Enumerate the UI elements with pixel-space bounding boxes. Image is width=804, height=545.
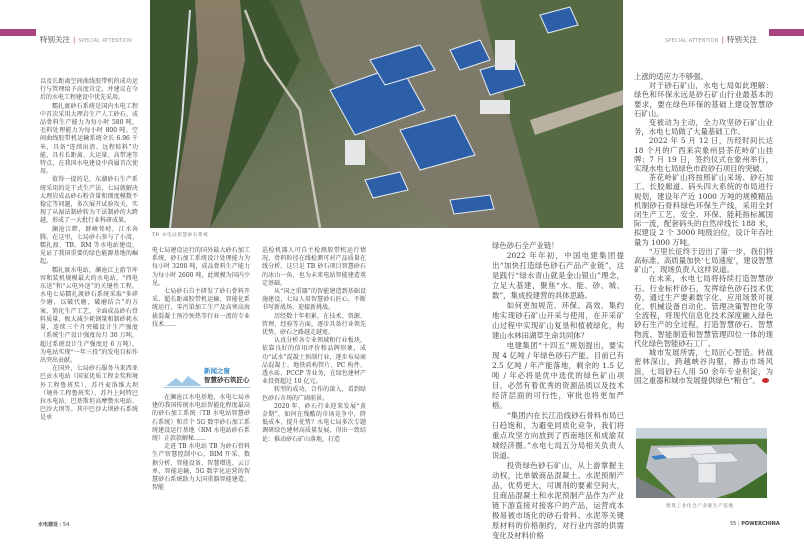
page-number: 55: [730, 521, 737, 527]
paragraph: 2022 年 5 月 12 日，历经时间长达 18 个月的广西来宾象州县茶花岭矿山挂牌；7 月 19 日，签约仪式在象州举行，实现水电七局绿色市政砂石项目的突破。: [634, 136, 773, 174]
paragraph: 如何更加规范、环保、高效、集约地实现砂石矿山开采与使用，在开采矿山过程中实现矿山复垦和植被绿化，构建山水林田湖草生命共同体？: [492, 301, 624, 340]
paragraph: 糯扎渡水电站，澜沧江上游节库容和装机规模最大的水电站，“西电东送”和“云电外送”的关键性工程。水电七局糯扎渡砂石系统采取“多碎少磨，以破代磨，破磨结合”的方案，简化生产工艺，全面成品砂石骨料质量，极大减少耗钢量和制砂耗水量，连续三个月突破设计生产强度（系统生产设计强度每月 30 万吨，超过系统设计生产强度近 6 万吨），为电站实现“一年三投”的发电目标作出突出贡献。: [40, 266, 138, 364]
paragraph: 电建集团“十四五”规划提出，要实现 4 亿吨 / 年绿色砂石产能。目前已有 2.5 亿吨 / 年产能落地，剩余的 1.5 亿吨 / 年必将是优中选优的绿色矿山项目，必然有着优秀的资源品质以及技术经济层面的可行性，审批也将更加严格。: [492, 341, 624, 410]
news-box-underline: [164, 387, 250, 388]
paragraph: 澜沧江畔，群峰耸峙，江水奔腾。在这里，七局砂石参与了小湾、糯扎渡、TB、RM 等水电站建设，见证了我国重要的绿色能源基地的崛起。: [40, 225, 138, 266]
paragraph: “集团内在长江沿线砂石骨料布局已日趋饱和，为避免同质化竞争，我们将重点攻坚方向放到了西南地区和成渝双城经济圈。”水电七局五分局相关负责人说道。: [492, 411, 624, 460]
photo-caption-top: TB 水电站智慧砂石系统: [152, 233, 209, 238]
footer-separator: |: [59, 522, 62, 528]
mountain-icon: [166, 376, 202, 386]
paragraph: 以及长距离空间曲线胶带机的成功运行与管理给予高度肯定，并建议在今后的水电工程建设中优先采用。: [40, 78, 138, 102]
paragraph: 转型的成功，合作的深入，看到绿色砂石市场的广阔前景。: [262, 386, 366, 402]
paragraph: 值得一提的是，东湖砂石生产系统采用的是干式生产法，七局就解决大理岩成品砂石粉含量和细度模数不稳定等问题，多次展开试验攻关，实现了从湿法制砂转为干法制砂的大跨越，形成了一大批行业科研成果。: [40, 176, 138, 225]
section-title-cn: 特别关注: [727, 35, 758, 44]
section-title-en: SPECIAL ATTENTION: [665, 38, 719, 44]
section-title-cn: 特别关注: [40, 35, 70, 44]
paragraph: 电七局建设运行的国外最大砂石加工系统，砂石加工系统设计处理能力为每小时 3200 吨，成品骨料生产能力为每小时 2600 吨，此规模为国内少见。: [152, 247, 250, 287]
left-column-2-top: [152, 247, 250, 329]
right-column-2: [634, 72, 773, 385]
header-separator: |: [721, 36, 725, 44]
factory-photo-graphic: [636, 428, 767, 498]
page-number: 54: [62, 522, 70, 528]
paragraph: 变被动为主动，全力攻坚砂石矿山业务，水电七局做了大量基础工作。: [634, 118, 773, 137]
news-window-box: [164, 364, 250, 388]
paragraph: 糯扎渡砂石系统是国内水电工程中首次采用大理岩生产人工砂石。成品骨料生产能力为每小时 580 吨，毛料处理能力为每小时 800 吨。空间曲线胶带机运输系统全长 6.96 千米，具备“连续出渣、远程转料”功能，具有长距离、大运量、高带速等特点，在我国水电建设中尚属首次使用。: [40, 102, 138, 176]
right-column-1: [492, 241, 624, 541]
accent-bar-right: [769, 29, 804, 36]
section-title-en: SPECIAL ATTENTION: [78, 38, 133, 44]
news-box-title: 智慧砂石筑匠心: [204, 376, 250, 384]
left-column-1: [40, 78, 138, 423]
paragraph: 在未来，水电七局将持续打造智慧砂石、行业标杆砂石，发挥绿色砂石技术优势，通过生产要素数字化、应用场景可视化、机械设备自动化、管理决策智控化等全流程，将现代信息化技术深度融入绿色砂石生产的全过程，打造智慧砂石、智慧物流、智能制造和智慧管理四位一体的现代化绿色智能砂石工厂。: [634, 274, 773, 348]
end-mark-logo-icon: [762, 378, 769, 383]
left-column-3: [262, 247, 366, 444]
header-separator: |: [73, 36, 76, 44]
paragraph: 2020 年，砂石行业迎来发展“黄金期”，如何在残酷的市场竞争中，降低成本，提升优势？水电七局多次专题调研绿色建材高质量发展，得出一致结论：推动砂石矿山落地，打造: [262, 402, 366, 443]
footer-separator: |: [737, 521, 740, 527]
paragraph: 在澜沧江水电基地，水电七局承建的我国传统水电站智能化程度最高的砂石加工系统（TB 水电站智慧砂石系统）和首个 5G 数字砂石加工系统建设运行基地（RM 水电站砂石系统）正款款解秘……: [152, 394, 250, 443]
paragraph-final: [634, 348, 773, 385]
paragraph: 历经数十年积累，在技术、资源、管理、经验等方面，逐步具备行业领先优势，砂石之路越走越宽。: [262, 312, 366, 337]
paragraph: 走进 TB 水电站 TB 为砂石骨料生产智慧控制中心，BIM 开采、数据分析、智能设备、智慧增选、云订单、智能运输，5G 数字化运营的智慧砂石系统助力大国重器智能建造。智能: [152, 443, 250, 492]
section-header-left: [40, 27, 132, 46]
footer-right: [730, 521, 780, 527]
paragraph: 绿色砂石全产业链！: [492, 241, 559, 250]
paragraph: 对于砂石矿山，水电七局如此理解：绿色和环保永远是砂石矿山行业最基本的要求，要在绿色环保的基础上建设智慧砂石矿山。: [634, 81, 773, 118]
section-header-right: [665, 27, 757, 46]
paragraph: 茶花岭矿山将按照矿山采场、砂石加工、长胶廊道、码头四大系统的布局进行规划，建设年产近 1000 万吨的规模精品机制砂石骨料绿色环保生产线，采用全封闭生产工艺，安全、环保、能耗指标属国际一流，配套码头的自然岸线长 188 米，拟建设 2 个 3000 吨级泊位，设计年吞吐量为 1000 万吨。: [634, 173, 773, 247]
paragraph: 从“国之重器”的智能建造到基础设施建设，七局人用智慧砂石匠心，不断书写新战场、迎接新挑战。: [262, 288, 366, 312]
paragraph: “万里长征终于迈出了第一步，我们将高标准、高质量加快‘七局速度’，建设智慧矿山”，现场负责人这样说道。: [634, 246, 773, 275]
paragraph: 2022 年年初，中国电建集团提出“加快打造绿色砂石产品产业链”，这是践行“绿水青山就是金山银山”理念，立足大基建，聚焦“水、能、砂、城、数”，集成投建营的具体思路。: [492, 251, 624, 300]
aerial-photo-graphic: [150, 0, 623, 228]
left-column-2-bottom: [152, 394, 250, 492]
paragraph: 上涨的适应力不够强。: [634, 72, 708, 81]
paragraph: 在国外，七局砂石服务马来西亚巴贡水电站（国家优质工程金奖和境外工程鲁班奖）、苏丹麦洛维大坝（境外工程鲁班奖）、苏丹上阿特巴拉水电站、巴基斯坦高摩赞水电站、巴沙大坝等。其中巴沙大坝砂石系统是承: [40, 365, 138, 422]
paragraph: 七局砂石自主研发了砂石骨料开采、超长距离胶带机运输、智能化系统运行、零污染加工生产及高寒高海拔混凝土预冷预热等行业一流的专业技术……: [152, 288, 250, 328]
factory-base-photo: [636, 428, 767, 498]
news-box-kicker: 新闻之窗: [204, 367, 230, 375]
paragraph: 认真分析各专业领域和行业板块，依靠良好的信用评价和品牌形象，成功“试水”混凝土预制行业，逐步布局商品混凝土、地铁盾构管片、PC 构件、透水砖、PCCP 等业务，在绿色建材产业投资超过 10 亿元。: [262, 337, 366, 386]
accent-bar-left: [0, 29, 36, 36]
paragraph-text: 城市发展所需，七局匠心智造。转战密林深山，跨越峡谷沟壑，搏击市场风浪，七局砂石人用 50 余年专业积淀，为国之重器和城市发展提供绿色“粮仓”。: [634, 348, 773, 385]
aerial-photo-sand-gravel-system: [150, 0, 623, 228]
paragraph: 巡检机器人可自主检测胶带机运行情况，骨料粒径在线检测可对产品质量在线分析。这只是 TB 砂石项目智慧砂石的冰山一角，也为未来电站智能建造奠定基础。: [262, 247, 366, 287]
footer-magazine: POWERCHINA: [741, 521, 780, 527]
paragraph: 投资绿色砂石矿山，从上游掌握主动权，比单做商品混凝土、水泥预制产品，优势更大，可调剂的要素空间大，且商品混凝土和水泥预制产品作为产业链下游直接对接客户的产品，运营成本极易被市场化的砂石骨料、水泥等关键原材料的价格制约，对行业内部的供需变化及材料价格: [492, 461, 624, 540]
photo-caption-bottom: 建筑工业化全产业链生产基地: [666, 504, 734, 509]
footer-magazine: 水电建设: [38, 522, 59, 528]
footer-left: [38, 521, 69, 528]
